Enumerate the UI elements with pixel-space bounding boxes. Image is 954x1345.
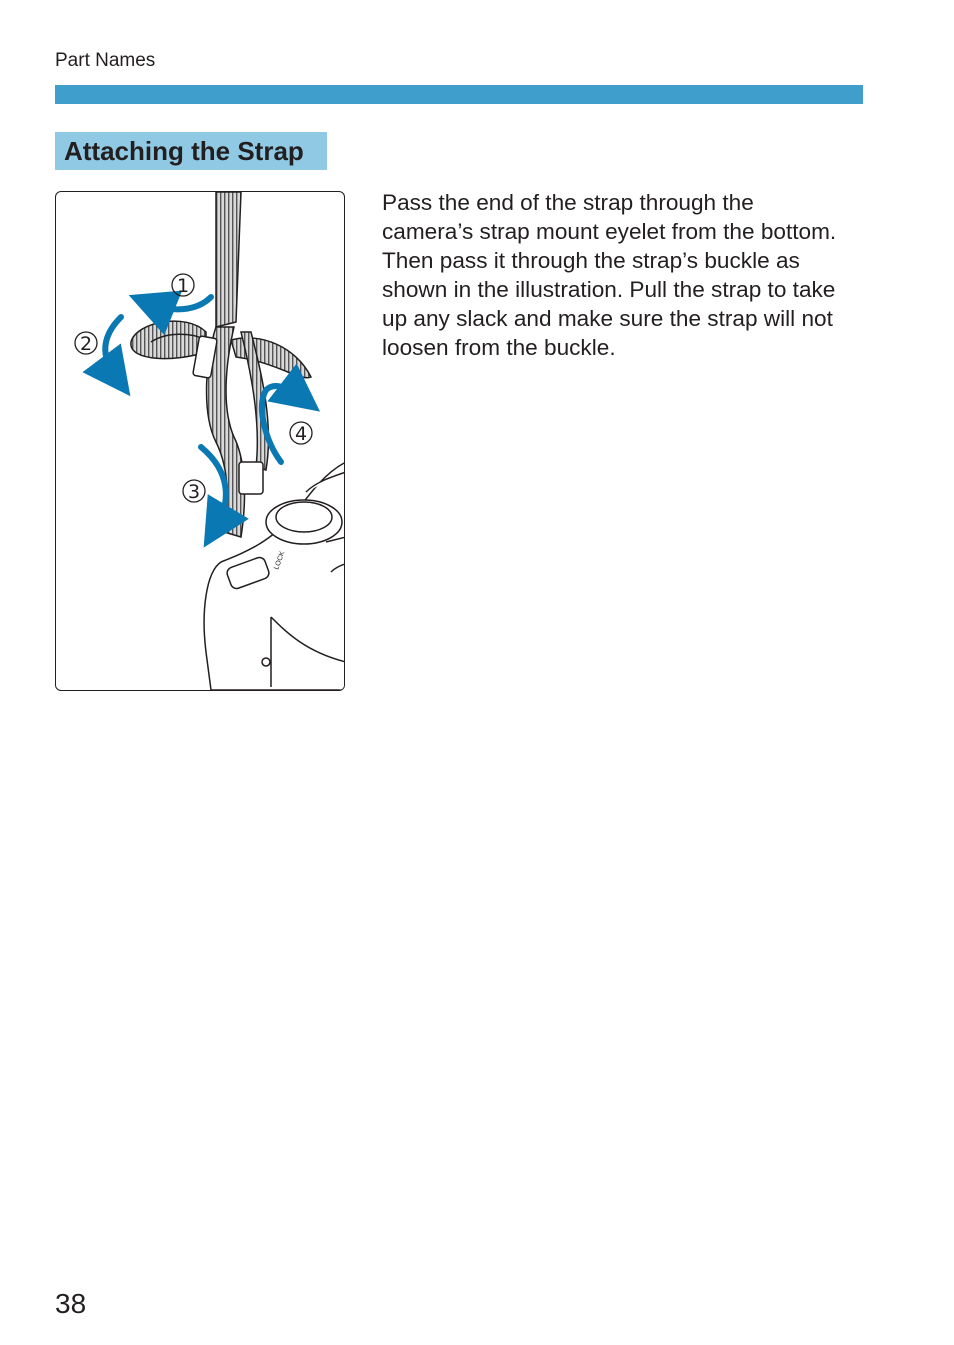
step-label-4: 4: [294, 423, 308, 445]
instruction-line: Then pass it through the strap’s buckle as: [382, 248, 800, 273]
step-label-1: 1: [176, 275, 190, 297]
step-label-3: 3: [187, 481, 201, 503]
instruction-line: loosen from the buckle.: [382, 335, 616, 360]
instruction-line: Pass the end of the strap through the: [382, 190, 754, 215]
step-label-2: 2: [79, 333, 93, 355]
instruction-paragraph: [382, 188, 872, 362]
page-number: 38: [55, 1288, 87, 1319]
instruction-line: camera’s strap mount eyelet from the bottom.: [382, 219, 837, 244]
header-bar: [55, 85, 863, 104]
section-title: Attaching the Strap: [55, 132, 327, 170]
svg-text:LOCK: LOCK: [273, 550, 287, 571]
instruction-line: shown in the illustration. Pull the strap to take: [382, 277, 836, 302]
strap-illustration: [55, 191, 345, 691]
running-header: Part Names: [55, 50, 156, 71]
instruction-line: up any slack and make sure the strap will not: [382, 306, 833, 331]
strap-illustration: [131, 192, 311, 537]
